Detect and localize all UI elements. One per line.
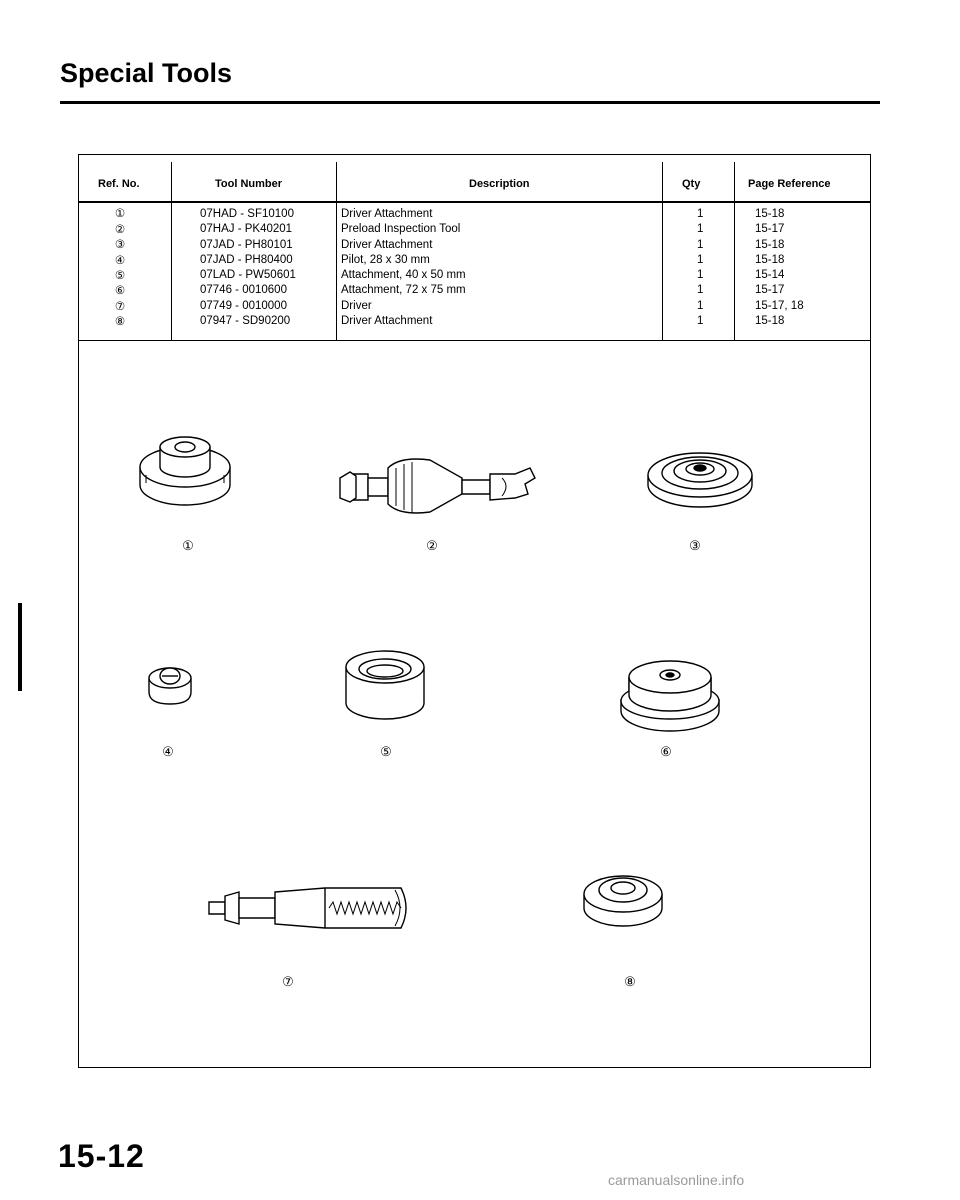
tool-5-illustration bbox=[340, 645, 430, 725]
tool-1-illustration bbox=[130, 425, 240, 520]
page-reference-column bbox=[755, 207, 804, 329]
tool-number-column bbox=[200, 207, 296, 329]
qty: 1 bbox=[697, 208, 704, 220]
page-number: 15-12 bbox=[58, 1138, 145, 1174]
tool-number: 07947 - SD90200 bbox=[200, 315, 291, 328]
qty: 1 bbox=[697, 223, 704, 236]
page-reference: 15-18 bbox=[755, 315, 785, 328]
page-reference: 15-18 bbox=[755, 238, 785, 251]
figure-label-6: ⑥ bbox=[660, 744, 672, 759]
figure-label-7: ⑦ bbox=[282, 974, 294, 989]
tool-3-illustration bbox=[640, 435, 760, 515]
header-page-reference: Page Reference bbox=[748, 178, 831, 190]
page-reference: 15-17 bbox=[755, 284, 785, 297]
description: Driver Attachment bbox=[341, 238, 433, 251]
margin-bar bbox=[18, 603, 22, 691]
tool-8-illustration bbox=[578, 858, 668, 938]
tool-4-illustration bbox=[145, 660, 195, 710]
col-rule-4 bbox=[734, 162, 735, 340]
qty: 1 bbox=[697, 253, 704, 266]
qty: 1 bbox=[697, 299, 704, 312]
page-title: Special Tools bbox=[60, 58, 233, 88]
qty: 1 bbox=[697, 284, 704, 297]
ref-6: ⑥ bbox=[114, 285, 126, 297]
description: Driver bbox=[341, 299, 372, 312]
page-reference: 15-18 bbox=[755, 208, 785, 220]
figure-label-5: ⑤ bbox=[380, 744, 392, 759]
page-reference: 15-14 bbox=[755, 269, 785, 282]
description-column bbox=[341, 207, 466, 329]
page-reference: 15-17 bbox=[755, 223, 785, 236]
ref-8: ⑧ bbox=[114, 316, 126, 328]
header-tool-number: Tool Number bbox=[215, 178, 283, 190]
ref-5: ⑤ bbox=[114, 270, 126, 282]
col-rule-1 bbox=[171, 162, 172, 340]
qty-column bbox=[697, 207, 703, 329]
qty: 1 bbox=[697, 315, 704, 328]
header-ref: Ref. No. bbox=[98, 178, 140, 190]
qty: 1 bbox=[697, 269, 704, 282]
header-rule bbox=[78, 201, 871, 203]
tool-number: 07746 - 0010600 bbox=[200, 284, 287, 297]
figure-label-8: ⑧ bbox=[624, 974, 636, 989]
tool-6-illustration bbox=[615, 655, 725, 740]
table-bottom-rule bbox=[78, 340, 871, 341]
qty: 1 bbox=[697, 238, 704, 251]
ref-2: ② bbox=[114, 224, 126, 236]
tool-number: 07HAD - SF10100 bbox=[200, 208, 294, 220]
col-rule-2 bbox=[336, 162, 337, 340]
tool-number: 07JAD - PH80400 bbox=[200, 253, 293, 266]
description: Attachment, 40 x 50 mm bbox=[341, 269, 466, 282]
watermark: carmanualsonline.info bbox=[608, 1172, 745, 1188]
description: Driver Attachment bbox=[341, 208, 433, 220]
tool-2-illustration bbox=[330, 438, 545, 538]
figure-label-4: ④ bbox=[162, 744, 174, 759]
page-reference: 15-17, 18 bbox=[755, 299, 804, 312]
description: Attachment, 72 x 75 mm bbox=[341, 284, 466, 297]
figure-label-1: ① bbox=[182, 538, 194, 553]
tool-7-illustration bbox=[205, 878, 420, 938]
description: Pilot, 28 x 30 mm bbox=[341, 253, 430, 266]
page-reference: 15-18 bbox=[755, 253, 785, 266]
figure-label-2: ② bbox=[426, 538, 438, 553]
tool-number: 07LAD - PW50601 bbox=[200, 269, 296, 282]
ref-7: ⑦ bbox=[114, 301, 126, 313]
ref-1: ① bbox=[114, 208, 126, 220]
tool-number: 07749 - 0010000 bbox=[200, 299, 287, 312]
ref-4: ④ bbox=[114, 255, 126, 267]
col-rule-3 bbox=[662, 162, 663, 340]
ref-3: ③ bbox=[114, 239, 126, 251]
description: Preload Inspection Tool bbox=[341, 223, 461, 236]
title-rule bbox=[60, 101, 880, 104]
description: Driver Attachment bbox=[341, 315, 433, 328]
tool-number: 07JAD - PH80101 bbox=[200, 238, 293, 251]
header-description: Description bbox=[469, 178, 530, 190]
tool-number: 07HAJ - PK40201 bbox=[200, 223, 293, 236]
tools-frame bbox=[78, 154, 871, 1068]
figure-label-3: ③ bbox=[689, 538, 701, 553]
header-qty: Qty bbox=[682, 178, 701, 190]
